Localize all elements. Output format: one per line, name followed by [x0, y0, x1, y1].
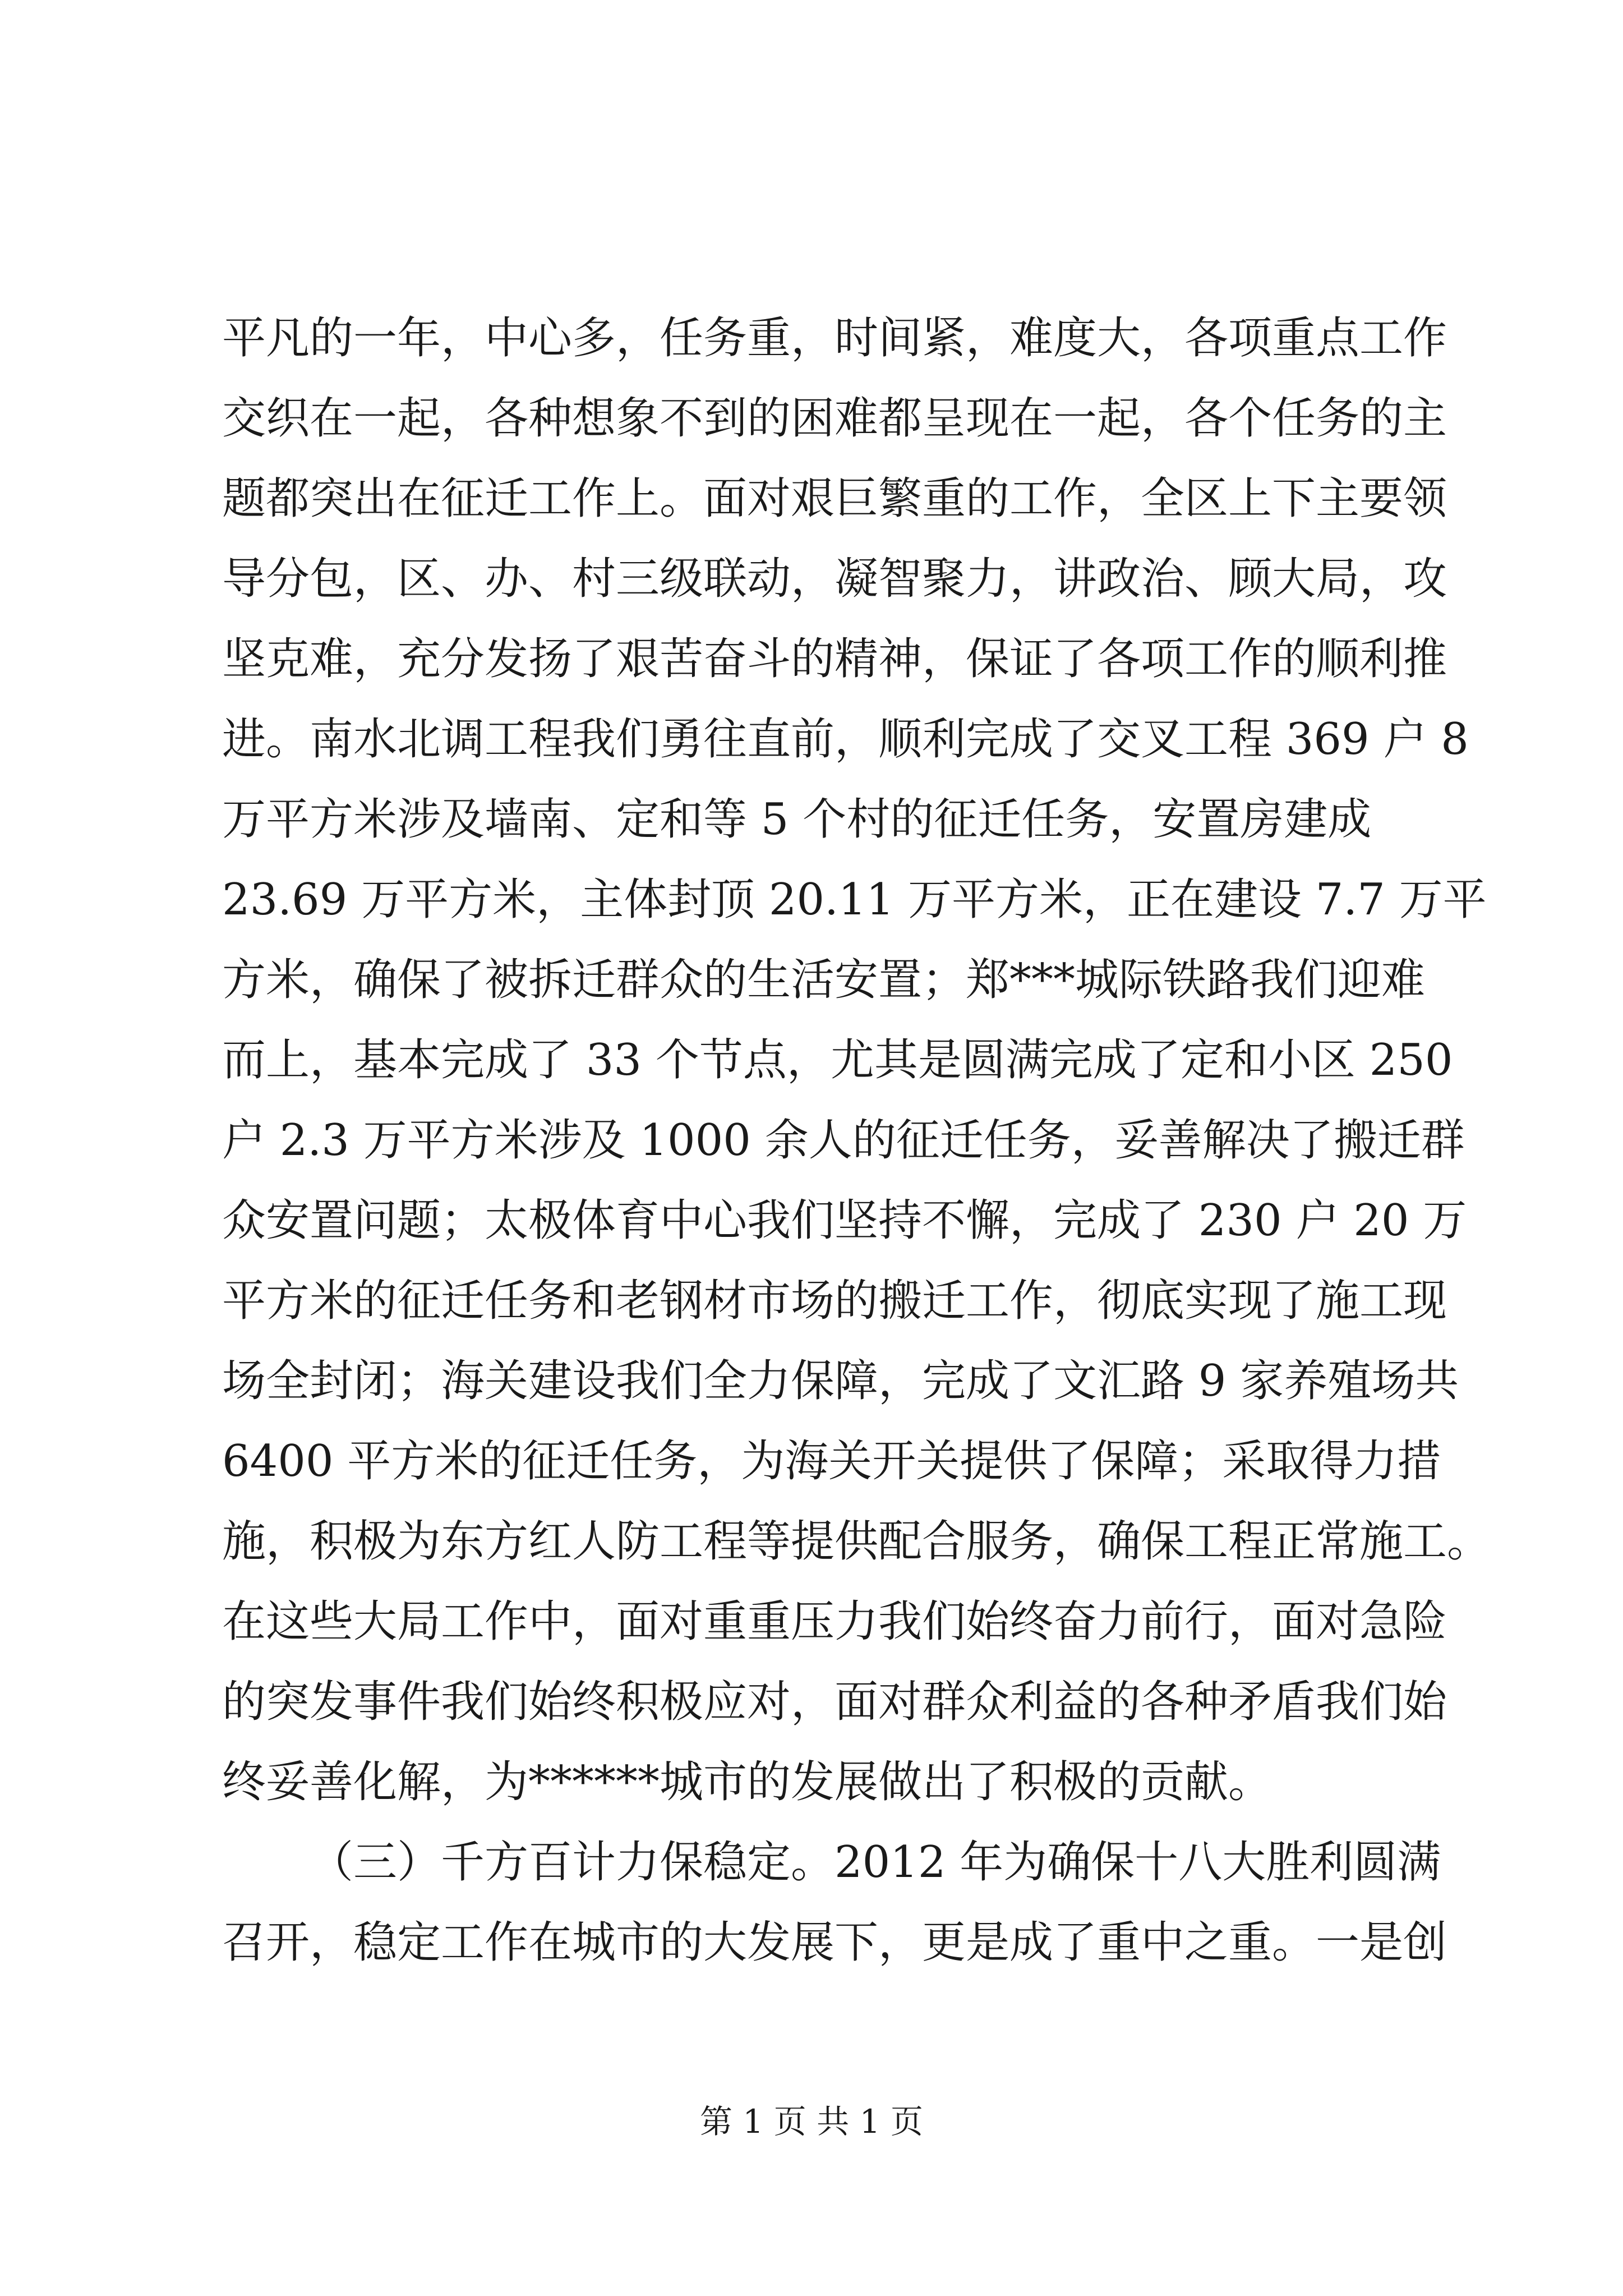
text-line: 交织在一起，各种想象不到的困难都呈现在一起，各个任务的主	[222, 393, 1447, 444]
text-line: 平凡的一年，中心多，任务重，时间紧，难度大，各项重点工作	[222, 313, 1447, 364]
text-line: 方米，确保了被拆迁群众的生活安置；郑***城际铁路我们迎难	[222, 955, 1426, 1005]
page-footer: 第 1 页 共 1 页	[700, 2102, 923, 2141]
text-line: 6400 平方米的征迁任务，为海关开关提供了保障；采取得力措	[222, 1436, 1441, 1487]
text-line: 23.69 万平方米，主体封顶 20.11 万平方米，正在建设 7.7 万平	[222, 875, 1487, 925]
text-line: 众安置问题；太极体育中心我们坚持不懈，完成了 230 户 20 万	[222, 1195, 1467, 1246]
text-line: 而上，基本完成了 33 个节点，尤其是圆满完成了定和小区 250	[222, 1035, 1453, 1085]
text-line: 导分包，区、办、村三级联动，凝智聚力，讲政治、顾大局，攻	[222, 554, 1447, 604]
text-line: 在这些大局工作中，面对重重压力我们始终奋力前行，面对急险	[222, 1596, 1447, 1647]
text-line: 平方米的征迁任务和老钢材市场的搬迁工作，彻底实现了施工现	[222, 1276, 1447, 1326]
text-line: 进。南水北调工程我们勇往直前，顺利完成了交叉工程 369 户 8	[222, 714, 1469, 765]
text-line: 万平方米涉及墙南、定和等 5 个村的征迁任务，安置房建成	[222, 794, 1372, 845]
text-line: 坚克难，充分发扬了艰苦奋斗的精神，保证了各项工作的顺利推	[222, 634, 1447, 684]
text-line: 施，积极为东方红人防工程等提供配合服务，确保工程正常施工。	[222, 1516, 1491, 1567]
text-line: 终妥善化解，为******城市的发展做出了积极的贡献。	[222, 1757, 1272, 1807]
text-line: 题都突出在征迁工作上。面对艰巨繁重的工作，全区上下主要领	[222, 473, 1447, 524]
text-line: （三）千方百计力保稳定。2012 年为确保十八大胜利圆满	[310, 1837, 1441, 1888]
text-line: 户 2.3 万平方米涉及 1000 余人的征迁任务，妥善解决了搬迁群	[222, 1115, 1465, 1166]
text-line: 召开，稳定工作在城市的大发展下，更是成了重中之重。一是创	[222, 1917, 1447, 1968]
text-line: 的突发事件我们始终积极应对，面对群众利益的各种矛盾我们始	[222, 1677, 1447, 1727]
text-line: 场全封闭；海关建设我们全力保障，完成了文汇路 9 家养殖场共	[222, 1356, 1459, 1406]
